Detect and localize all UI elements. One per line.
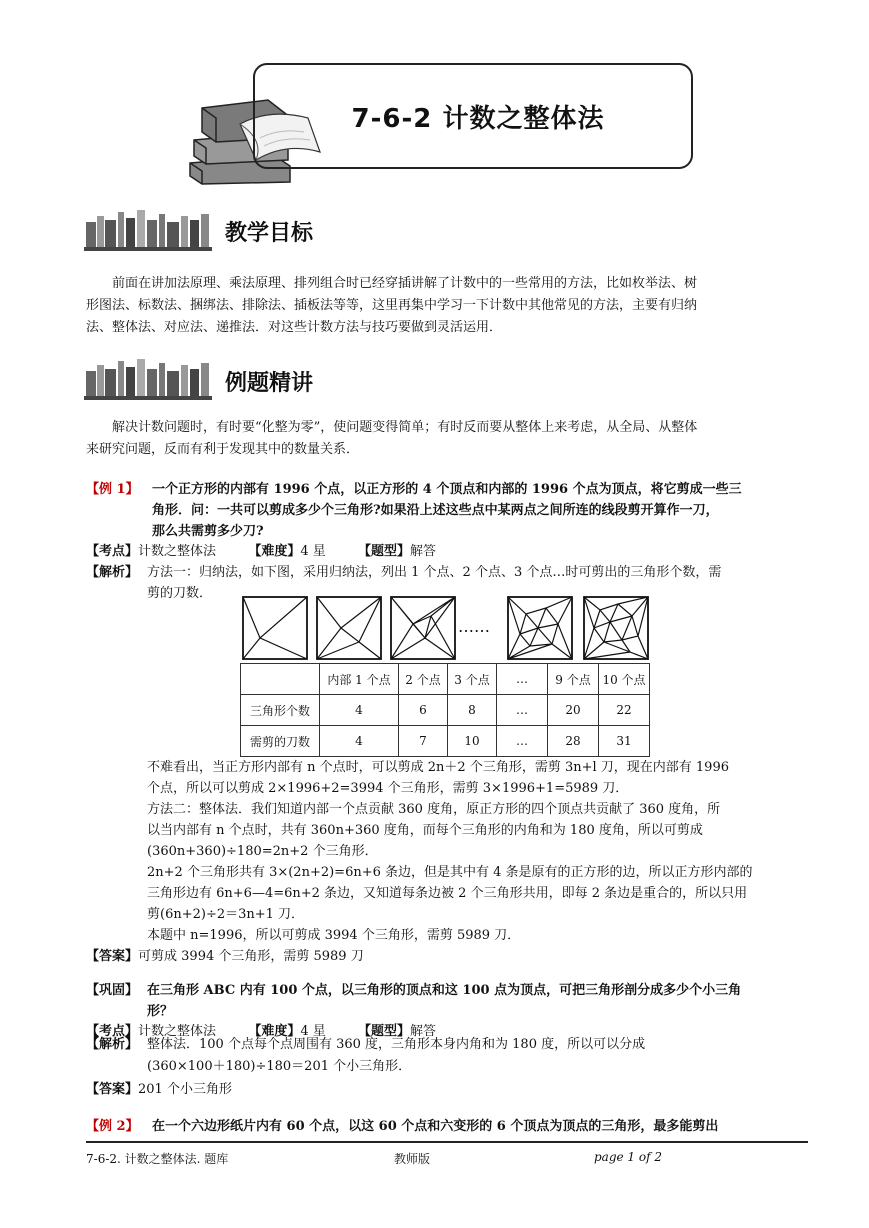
section-heading-goals: 教学目标 bbox=[225, 221, 314, 246]
text-line: 方法二：整体法．我们知道内部一个点贡献 360 度角，原正方形的四个顶点共贡献了 360 度角，所 bbox=[147, 802, 721, 817]
table-cell: 需剪的刀数 bbox=[241, 726, 320, 757]
text-line: (360n+360)÷180=2n+2 个三角形． bbox=[147, 844, 378, 859]
text-line: 角形．问：一共可以剪成多少个三角形?如果沿上述这些点中某两点之间所连的线段剪开算作一刀， bbox=[152, 503, 719, 518]
table-cell: 10 个点 bbox=[599, 664, 650, 695]
section-heading-examples: 例题精讲 bbox=[225, 371, 314, 396]
table-cell: 7 bbox=[399, 726, 448, 757]
table-cell: 内部 1 个点 bbox=[320, 664, 399, 695]
text-line: 整体法．100 个点每个点周围有 360 度，三角形本身内角和为 180 度，所以可以分成 bbox=[147, 1037, 646, 1052]
table-cell: 三角形个数 bbox=[241, 695, 320, 726]
page-title: 7-6-2 计数之整体法 bbox=[351, 103, 605, 134]
table-cell: 10 bbox=[448, 726, 497, 757]
text-line: 解决计数问题时，有时要“化整为零”，使问题变得简单；有时反而要从整体上来考虑，从全局、从整体 bbox=[112, 420, 698, 435]
square-10-points bbox=[584, 597, 648, 659]
table-cell: 3 个点 bbox=[448, 664, 497, 695]
bookshelf-icon bbox=[84, 208, 212, 252]
consolidate-label: 【巩固】 bbox=[86, 983, 139, 998]
intro-paragraph bbox=[86, 417, 808, 461]
table-cell: 4 bbox=[320, 695, 399, 726]
text-line: 不难看出，当正方形内部有 n 个点时，可以剪成 2n＋2 个三角形，需剪 3n+l 刀，现在内部有 1996 bbox=[147, 760, 729, 775]
tixing-label: 【题型】 bbox=[358, 1024, 411, 1039]
table-cell: 22 bbox=[599, 695, 650, 726]
jiexi-label: 【解析】 bbox=[86, 565, 139, 580]
tixing-value: 解答 bbox=[410, 544, 437, 559]
example-1-question bbox=[152, 479, 808, 542]
kaodian-value: 计数之整体法 bbox=[138, 1024, 217, 1039]
count-table bbox=[240, 663, 650, 757]
goal-paragraph bbox=[86, 273, 808, 339]
jiexi-label: 【解析】 bbox=[86, 1037, 139, 1052]
table-cell: 28 bbox=[548, 726, 599, 757]
table-row bbox=[241, 695, 650, 726]
nandu-value: 4 星 bbox=[300, 544, 326, 559]
footer-right: page 1 of 2 bbox=[594, 1150, 662, 1164]
nandu-value: 4 星 bbox=[300, 1024, 326, 1039]
text-line: 个点，所以可以剪成 2×1996+2=3994 个三角形，需剪 3×1996+1=5989 刀． bbox=[147, 781, 629, 796]
example-2-label: 【例 2】 bbox=[86, 1119, 139, 1134]
consolidate-solution bbox=[147, 1034, 807, 1078]
ellipsis: …… bbox=[458, 617, 490, 636]
triangulation-figure bbox=[240, 594, 652, 664]
kaodian-label: 【考点】 bbox=[86, 544, 139, 559]
text-line: 形图法、标数法、捆绑法、排除法、插板法等等，这里再集中学习一下计数中其他常见的方法，主要有归纳 bbox=[86, 298, 698, 313]
table-row bbox=[241, 664, 650, 695]
example-1-solution-bottom bbox=[147, 757, 807, 946]
text-line: 本题中 n=1996，所以可剪成 3994 个三角形，需剪 5989 刀． bbox=[147, 928, 521, 943]
footer-left: 7-6-2. 计数之整体法. 题库 bbox=[86, 1152, 229, 1166]
example-1-label: 【例 1】 bbox=[86, 482, 139, 497]
table-cell bbox=[241, 664, 320, 695]
nandu-label: 【难度】 bbox=[248, 544, 301, 559]
kaodian-label: 【考点】 bbox=[86, 1024, 139, 1039]
example-1-answer bbox=[86, 946, 364, 967]
text-line: 剪的刀数． bbox=[147, 586, 213, 601]
table-cell: … bbox=[497, 664, 548, 695]
text-line: 三角形边有 6n+6—4=6n+2 条边，又知道每条边被 2 个三角形共用，即每 2 条边是重合的，所以只用 bbox=[147, 886, 748, 901]
example-2-question: 在一个六边形纸片内有 60 个点，以这 60 个点和六变形的 6 个顶点为顶点的三角形，最多能剪出 bbox=[152, 1119, 719, 1134]
nandu-label: 【难度】 bbox=[248, 1024, 301, 1039]
text-line: 在三角形 ABC 内有 100 个点，以三角形的顶点和这 100 点为顶点，可把三角形剖分成多少个小三角 bbox=[147, 983, 742, 998]
answer-label: 【答案】 bbox=[86, 949, 139, 964]
answer-label: 【答案】 bbox=[86, 1082, 139, 1097]
text-line: 前面在讲加法原理、乘法原理、排列组合时已经穿插讲解了计数中的一些常用的方法，比如枚举法、树 bbox=[112, 276, 698, 291]
square-2-points bbox=[317, 597, 381, 659]
text-line: 以当内部有 n 个点时，共有 360n+360 度角，而每个三角形的内角和为 180 度角，所以可剪成 bbox=[147, 823, 703, 838]
square-9-points bbox=[508, 597, 572, 659]
tixing-value: 解答 bbox=[410, 1024, 437, 1039]
text-line: 方法一：归纳法，如下图，采用归纳法，列出 1 个点、2 个点、3 个点…时可剪出的三角形个数，需 bbox=[147, 565, 722, 580]
table-cell: 6 bbox=[399, 695, 448, 726]
table-cell: … bbox=[497, 695, 548, 726]
text-line: 那么共需剪多少刀? bbox=[152, 524, 264, 539]
consolidate-question bbox=[147, 980, 807, 1022]
answer-value: 可剪成 3994 个三角形，需剪 5989 刀 bbox=[138, 949, 364, 964]
bookshelf-icon bbox=[84, 357, 212, 401]
text-line: 来研究问题，反而有利于发现其中的数量关系． bbox=[86, 442, 360, 457]
text-line: 一个正方形的内部有 1996 个点，以正方形的 4 个顶点和内部的 1996 个点为顶点，将它剪成一些三 bbox=[152, 482, 742, 497]
square-3-points bbox=[391, 597, 455, 659]
table-cell: 4 bbox=[320, 726, 399, 757]
title-box bbox=[253, 63, 693, 169]
example-1-meta bbox=[86, 541, 436, 562]
table-cell: 31 bbox=[599, 726, 650, 757]
consolidate-answer bbox=[86, 1079, 232, 1100]
text-line: (360×100＋180)÷180＝201 个小三角形． bbox=[147, 1059, 412, 1074]
square-1-point bbox=[243, 597, 307, 659]
table-cell: … bbox=[497, 726, 548, 757]
table-cell: 2 个点 bbox=[399, 664, 448, 695]
text-line: 剪(6n+2)÷2＝3n+1 刀． bbox=[147, 907, 305, 922]
text-line: 2n+2 个三角形共有 3×(2n+2)=6n+6 条边，但是其中有 4 条是原有的正方形的边，所以正方形内部的 bbox=[147, 865, 753, 880]
kaodian-value: 计数之整体法 bbox=[138, 544, 217, 559]
text-line: 形？ bbox=[147, 1004, 174, 1019]
footer-divider bbox=[86, 1141, 808, 1143]
table-cell: 8 bbox=[448, 695, 497, 726]
tixing-label: 【题型】 bbox=[358, 544, 411, 559]
footer-center: 教师版 bbox=[394, 1152, 431, 1166]
table-cell: 9 个点 bbox=[548, 664, 599, 695]
text-line: 法、整体法、对应法、递推法．对这些计数方法与技巧要做到灵活运用． bbox=[86, 320, 503, 335]
answer-value: 201 个小三角形 bbox=[138, 1082, 232, 1097]
table-row bbox=[241, 726, 650, 757]
table-cell: 20 bbox=[548, 695, 599, 726]
